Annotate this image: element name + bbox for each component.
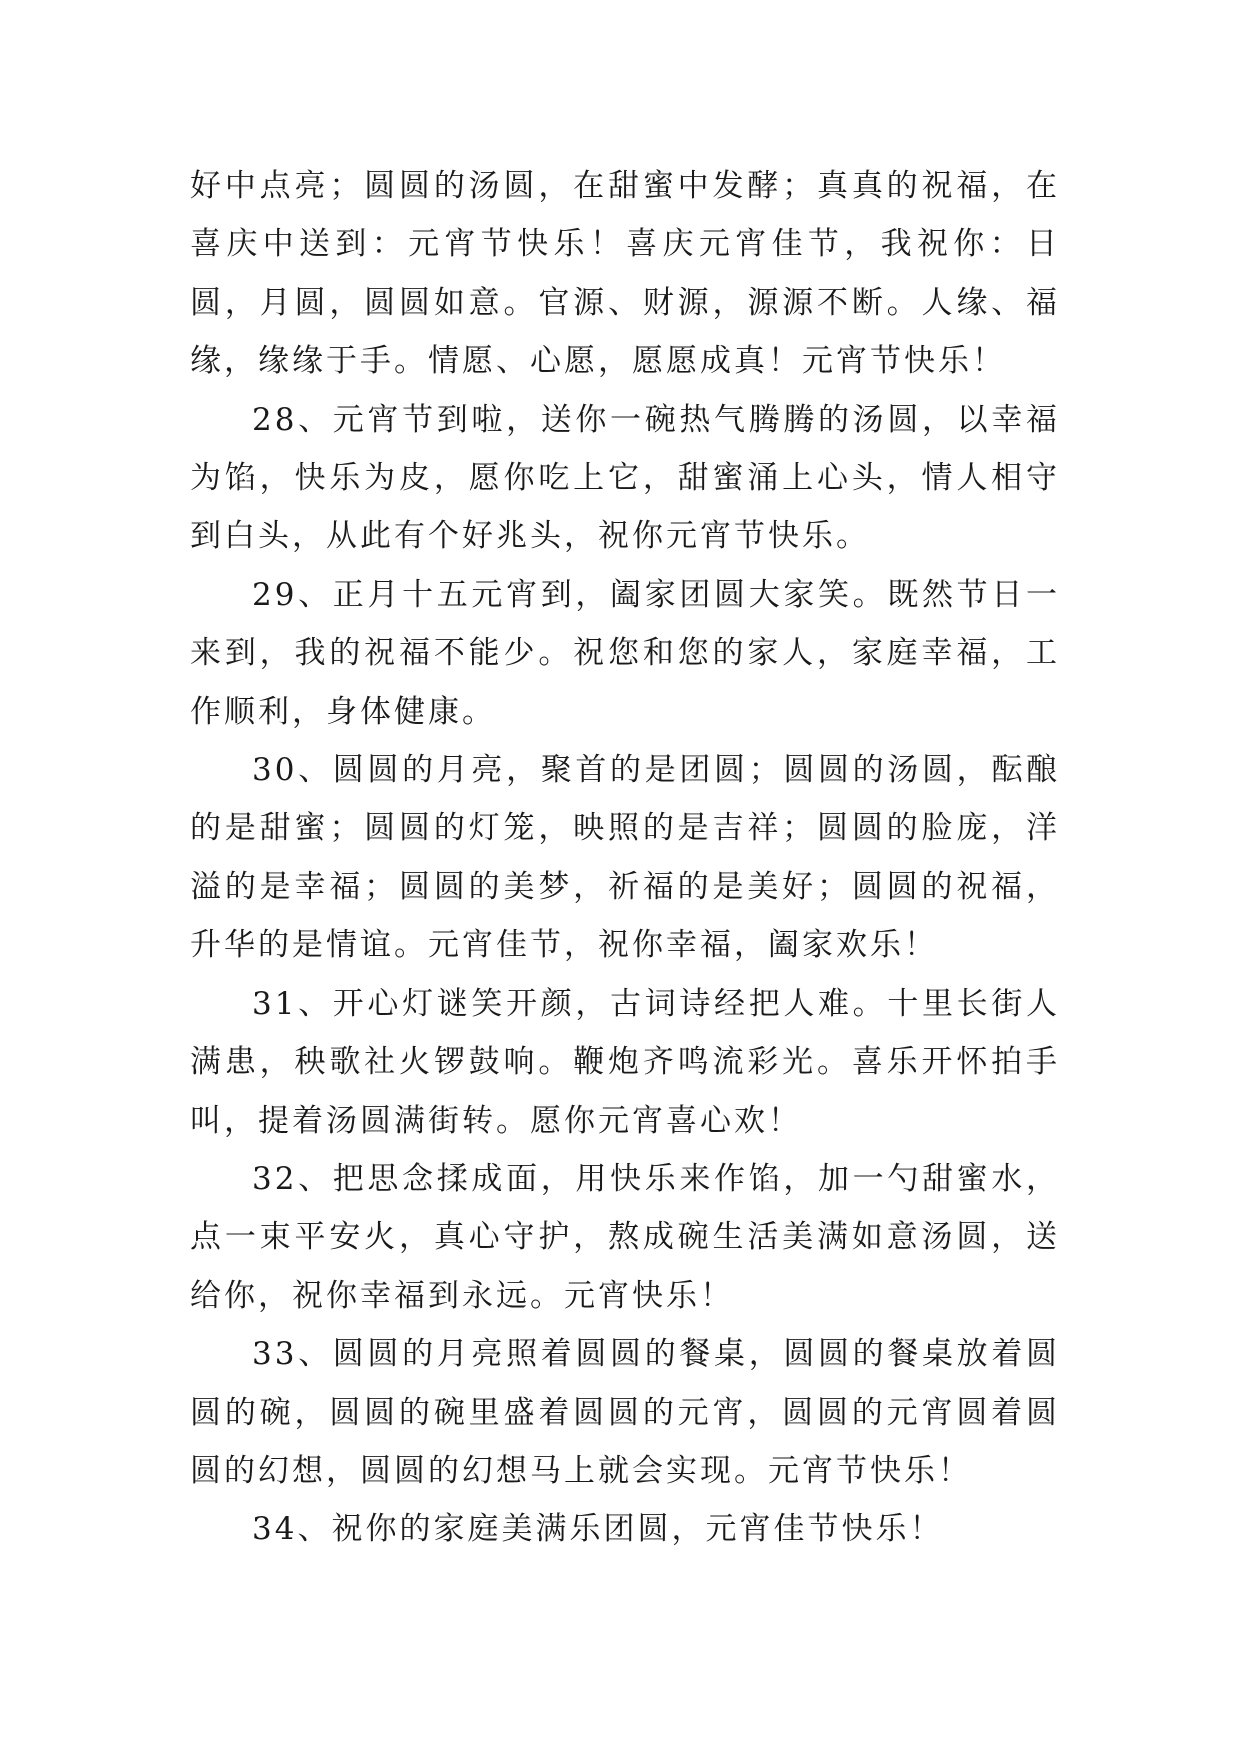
document-body bbox=[190, 157, 1060, 1559]
paragraph-30: 30、圆圆的月亮，聚首的是团圆；圆圆的汤圆，酝酿的是甜蜜；圆圆的灯笼，映照的是吉祥；圆圆的脸庞，洋溢的是幸福；圆圆的美梦，祈福的是美好；圆圆的祝福，升华的是情谊。元宵佳节，祝你幸福，阖家欢乐！ bbox=[190, 752, 1060, 964]
paragraph-continued: 好中点亮；圆圆的汤圆，在甜蜜中发酵；真真的祝福，在喜庆中送到：元宵节快乐！喜庆元宵佳节，我祝你：日圆，月圆，圆圆如意。官源、财源，源源不断。人缘、福缘，缘缘于手。情愿、心愿，愿愿成真！元宵节快乐！ bbox=[190, 168, 1060, 380]
paragraph-32: 32、把思念揉成面，用快乐来作馅，加一勺甜蜜水，点一束平安火，真心守护，熬成碗生活美满如意汤圆，送给你，祝你幸福到永远。元宵快乐！ bbox=[190, 1160, 1060, 1314]
paragraph-29: 29、正月十五元宵到，阖家团圆大家笑。既然节日一来到，我的祝福不能少。祝您和您的家人，家庭幸福，工作顺利，身体健康。 bbox=[190, 576, 1060, 730]
paragraph-34: 34、祝你的家庭美满乐团圆，元宵佳节快乐！ bbox=[252, 1511, 944, 1548]
paragraph-31: 31、开心灯谜笑开颜，古词诗经把人难。十里长街人满患，秧歌社火锣鼓响。鞭炮齐鸣流彩光。喜乐开怀拍手叫，提着汤圆满街转。愿你元宵喜心欢！ bbox=[190, 985, 1060, 1139]
paragraph-33: 33、圆圆的月亮照着圆圆的餐桌，圆圆的餐桌放着圆圆的碗，圆圆的碗里盛着圆圆的元宵，圆圆的元宵圆着圆圆的幻想，圆圆的幻想马上就会实现。元宵节快乐！ bbox=[190, 1336, 1060, 1489]
paragraph-28: 28、元宵节到啦，送你一碗热气腾腾的汤圆，以幸福为馅，快乐为皮，愿你吃上它，甜蜜涌上心头，情人相守到白头，从此有个好兆头，祝你元宵节快乐。 bbox=[190, 401, 1060, 555]
